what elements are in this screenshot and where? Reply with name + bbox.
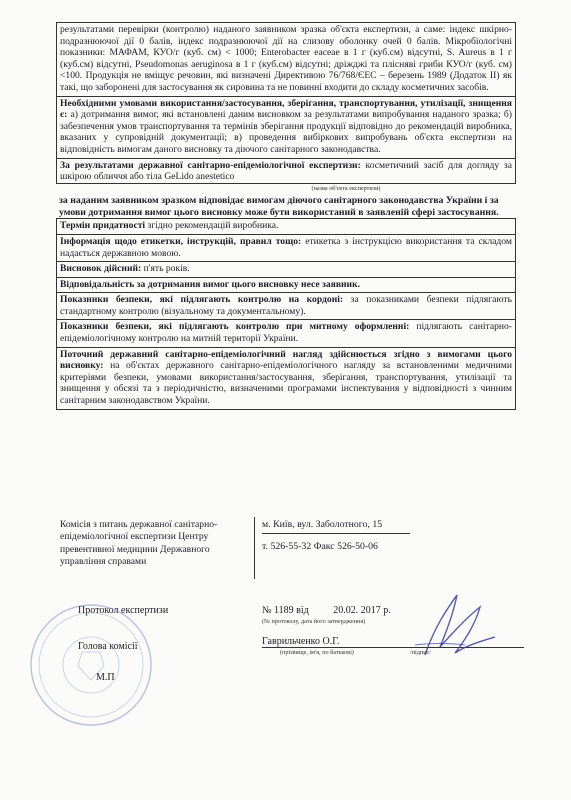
object-name-caption: (назва об'єкта експертизи) xyxy=(311,184,381,192)
address-underline xyxy=(262,533,410,534)
name-caption: (прізвище, ім'я, по батькові) xyxy=(280,649,354,656)
committee-phones: т. 526-55-32 Факс 526-50-06 xyxy=(262,541,378,552)
customs-control-row: Показники безпеки, які підлягають контролю при митному оформленні: підлягають санітарно-епідеміологічному контролю на митній території України. xyxy=(56,320,516,347)
label-info-row: Інформація щодо етикетки, інструкцій, правил тощо: етикетка з інструкцією використання та складом надається державною мовою. xyxy=(56,235,516,262)
head-name: Гаврильченко О.Г. xyxy=(262,636,340,647)
protocol-number: № 1189 від xyxy=(262,605,309,616)
protocol-date: 20.02. 2017 р. xyxy=(333,605,391,616)
signature-caption: /підпис/ xyxy=(410,649,431,656)
stamp-place-label: М.П xyxy=(96,672,115,683)
protocol-label: Протокол експертизи xyxy=(78,605,169,616)
document-body xyxy=(56,22,516,410)
supervision-row: Поточний державний санітарно-епідеміологічний нагляд здійснюється згідно з вимогами цього висновку: на об'єктах державного санітарно-епідеміологічного нагляду за встановленими медичними критеріями безпеки, умовами використання/застосування, зберігання, транспортування, утилізації та знищення у обсязі та з періодичністю, визначеними програмами інспектування у відповідності з чинним санітарним законодавством України. xyxy=(56,348,516,410)
border-control-row: Показники безпеки, які підлягають контролю на кордоні: за показниками безпеки підлягають стандартному контролю (візуальному та документальному). xyxy=(56,293,516,320)
shelf-life-row: Термін придатності згідно рекомендацій виробника. xyxy=(56,218,516,235)
safety-indicators-paragraph: результатами перевірки (контролю) наданого заявником зразка об'єкта експертизи, а саме: індекс шкірно-подразнюючої дії 0 балів, індекс подразнюючої дії на слизову оболонку очей 0 балів. Мікробіологічні показники: МАФАМ, КУО/г (куб. см) < 1000; Enterobacter eaceae в 1 г (куб.см) відсутні, S. Aureus в 1 г (куб.см) відсутні, Pseudomonas aeruginosa в 1 г (куб.см) відсутні; дріжджі та плісняві гриби КУО/г (куб. см) <100. Продукція не вміщує речовин, які визначені Директивою 76/768/ЄЕС – березень 1989 (Додаток II) як такі, що заборонені для застосування як сировина та не повинні входити до складу косметичних засобів. xyxy=(56,22,516,97)
signature-icon xyxy=(395,585,505,675)
footer-divider xyxy=(254,517,255,579)
usage-conditions-paragraph: Необхідними умовами використання/застосування, зберігання, транспортування, утилізації, знищення є: а) дотримання вимог, які встановлені даним висновком за результатами випробування наданого зразка; б) забезпечення умов транспортування та термінів зберігання продукції відповідно до рекомендацій виробника, вказаних у супровідній документації; в) проведення вибіркових випробувань об'єкта експертизи на відповідність вимогам даного висновку та діючого санітарного законодавства. xyxy=(56,97,516,159)
protocol-caption: (№ протоколу, дата його затвердження) xyxy=(262,618,366,625)
validity-row: Висновок дійсний: п'ять років. xyxy=(56,262,516,278)
committee-name: Комісія з питань державної санітарно-епідеміологічної експертизи Центру превентивної медицини Державного управління справами xyxy=(60,519,218,568)
committee-address: м. Київ, вул. Заболотного, 15 xyxy=(262,519,383,530)
expertise-result-paragraph: За результатами державної санітарно-епідеміологічної експертизи: косметичний засіб для догляду за шкірою обличчя або тіла GeLido anestetico xyxy=(56,159,516,184)
stamp-icon xyxy=(26,600,156,730)
responsibility-row: Відповідальність за дотримання вимог цього висновку несе заявник. xyxy=(56,278,516,294)
compliance-statement: за наданим заявником зразком відповідає вимогам діючого санітарного законодавства України і за умови дотримання вимог цього висновку може бути використаний в заявленій сфері застосування. xyxy=(59,194,499,218)
head-label: Голова комісії xyxy=(78,641,138,652)
protocol-line xyxy=(262,605,412,616)
